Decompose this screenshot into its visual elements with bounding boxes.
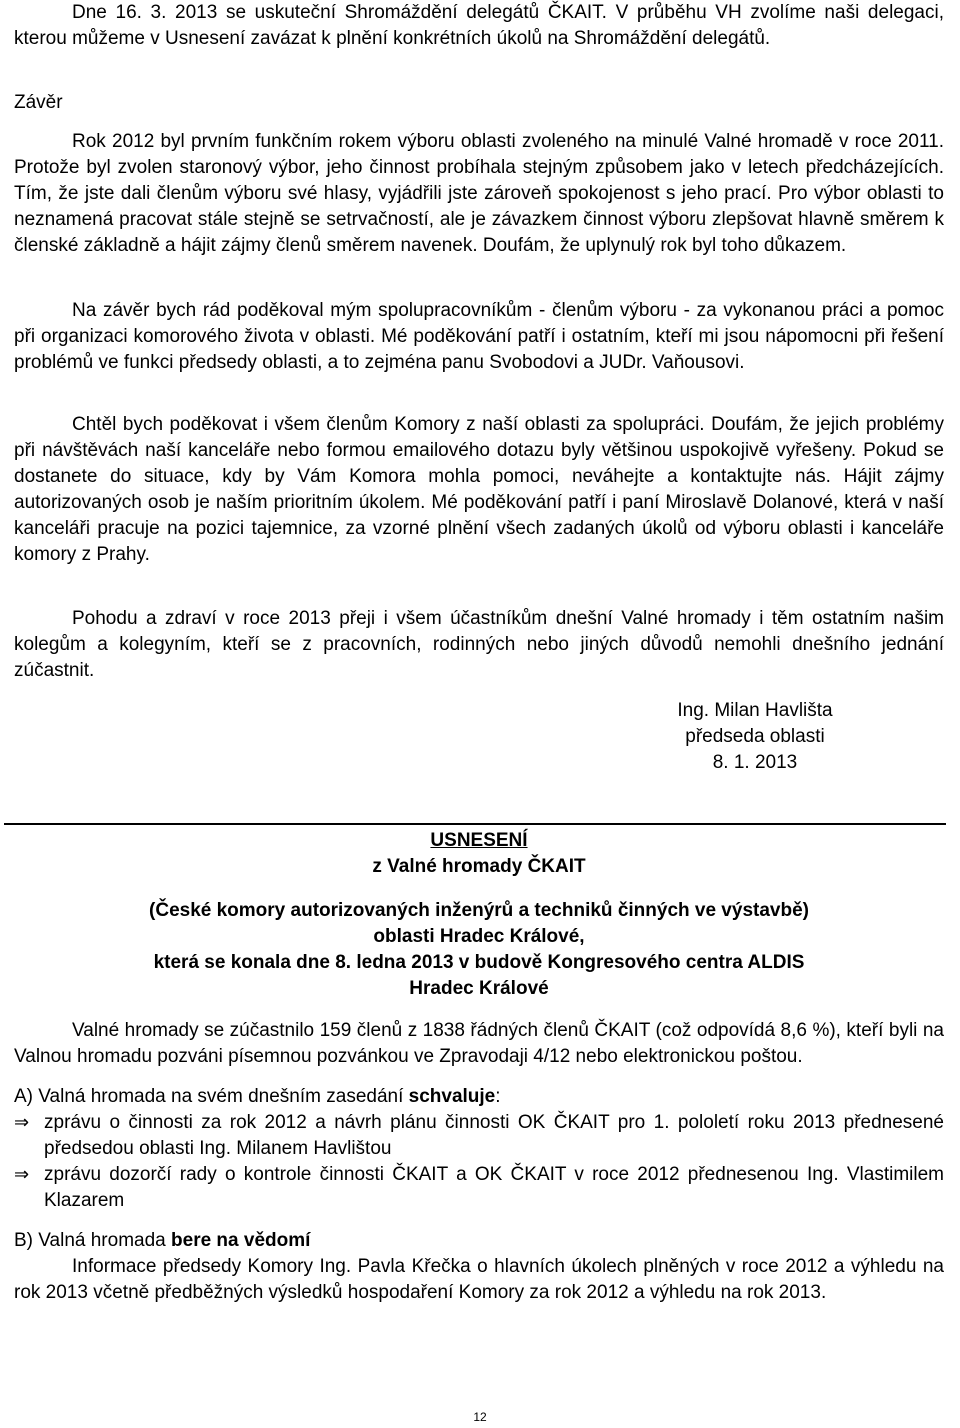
signature-role: předseda oblasti bbox=[685, 726, 825, 747]
resolution-b-prefix: B) Valná hromada bbox=[14, 1230, 172, 1251]
resolution-date-place: která se konala dne 8. ledna 2013 v budově Kongresového centra ALDIS bbox=[153, 952, 805, 973]
section-divider bbox=[4, 823, 946, 825]
resolution-b-text: Informace předsedy Komory Ing. Pavla Křečka o hlavních úkolech plněných v roce 2012 a výhledu na rok 2013 včetně předběžných výsledků hospodaření Komory za rok 2012 a výhledu na rok 2013. bbox=[14, 1256, 944, 1303]
resolution-b-heading bbox=[14, 1228, 944, 1254]
heading-zaver: Závěr bbox=[14, 92, 63, 113]
list-item bbox=[14, 1162, 944, 1214]
resolution-intro: Valné hromady se zúčastnilo 159 členů z 1838 řádných členů ČKAIT (což odpovídá 8,6 %), kteří byli na Valnou hromadu pozváni písemnou pozvánkou ve Zpravodaji 4/12 nebo elektronickou poštou. bbox=[14, 1020, 944, 1067]
paragraph-conclusion: Rok 2012 byl prvním funkčním rokem výboru oblasti zvoleného na minulé Valné hromadě v roce 2011. Protože byl zvolen staronový výbor, jeho činnost probíhala stejným způsobem jako v letech předcházejících. Tím, že jste dali členům výboru své hlasy, vyjádřili jste zároveň spokojenost s jeho prací. Pro výbor oblasti to neznamená pracovat stále stejně se setrvačností, ale je závazkem činnost výboru zlepšovat hlavně směrem k členské základně a hájit zájmy členů směrem navenek. Doufám, že uplynulý rok byl toho důkazem. bbox=[14, 131, 944, 256]
resolution-a-prefix: A) Valná hromada na svém dnešním zasedání bbox=[14, 1086, 409, 1107]
resolution-section bbox=[14, 828, 944, 1306]
arrow-icon: ⇒ bbox=[14, 1112, 30, 1133]
list-item-text: zprávu o činnosti za rok 2012 a návrh plánu činnosti OK ČKAIT pro 1. pololetí roku 2013 přednesené předsedou oblasti Ing. Milanem Havlištou bbox=[44, 1112, 944, 1159]
list-item-text: zprávu dozorčí rady o kontrole činnosti ČKAIT a OK ČKAIT v roce 2012 přednesenou Ing. Vlastimilem Klazarem bbox=[44, 1164, 944, 1211]
resolution-city: Hradec Králové bbox=[409, 978, 549, 999]
resolution-a-colon: : bbox=[495, 1086, 501, 1107]
paragraph-thanks-members: Chtěl bych poděkovat i všem členům Komory z naší oblasti za spolupráci. Doufám, že jejich problémy při návštěvách naší kanceláře nebo formou emailového dotazu byly většinou uspokojivě vyřešeny. Pokud se dostanete do situace, kdy by Vám Komora mohla pomoci, neváhejte a kontaktujte nás. Hájit zájmy autorizovaných osob je naším prioritním úkolem. Mé poděkování patří i paní Miroslavě Dolanové, která v naší kanceláři pracuje na pozici tajemnice, za vzorné plnění všech zadaných úkolů od výboru oblasti i kanceláře komory z Prahy. bbox=[14, 414, 944, 565]
resolution-title-text: USNESENÍ bbox=[430, 830, 528, 851]
page-number: 12 bbox=[473, 1410, 487, 1424]
resolution-a-keyword: schvaluje bbox=[408, 1086, 496, 1107]
signature-name: Ing. Milan Havlišta bbox=[677, 700, 833, 721]
arrow-icon: ⇒ bbox=[14, 1164, 30, 1185]
paragraph-delegates: Dne 16. 3. 2013 se uskuteční Shromáždění delegátů ČKAIT. V průběhu VH zvolíme naši delegaci, kterou můžeme v Usnesení zavázat k plnění konkrétních úkolů na Shromáždění delegátů. bbox=[14, 2, 944, 49]
resolution-b-keyword: bere na vědomí bbox=[171, 1230, 311, 1251]
signature-block bbox=[0, 698, 930, 776]
resolution-subtitle: z Valné hromady ČKAIT bbox=[372, 856, 586, 877]
resolution-title bbox=[14, 828, 944, 854]
signature-date: 8. 1. 2013 bbox=[712, 752, 798, 773]
list-item bbox=[14, 1110, 944, 1162]
paragraph-wishes: Pohodu a zdraví v roce 2013 přeji i všem účastníkům dnešní Valné hromady i těm ostatním našim kolegům a kolegyním, kteří se z pracovních, rodinných nebo jiných důvodů nemohli dnešního jednání zúčastnit. bbox=[14, 608, 944, 681]
resolution-org: (České komory autorizovaných inženýrů a techniků činných ve výstavbě) bbox=[149, 900, 809, 921]
resolution-region: oblasti Hradec Králové, bbox=[373, 926, 585, 947]
resolution-a-heading bbox=[14, 1084, 944, 1110]
paragraph-thanks-committee: Na závěr bych rád poděkoval mým spolupracovníkům - členům výboru - za vykonanou práci a pomoc při organizaci komorového života v oblasti. Mé poděkování patří i ostatním, kteří mi jsou nápomocni při řešení problémů ve funkci předsedy oblasti, a to zejména panu Svobodovi a JUDr. Vaňousovi. bbox=[14, 300, 944, 373]
